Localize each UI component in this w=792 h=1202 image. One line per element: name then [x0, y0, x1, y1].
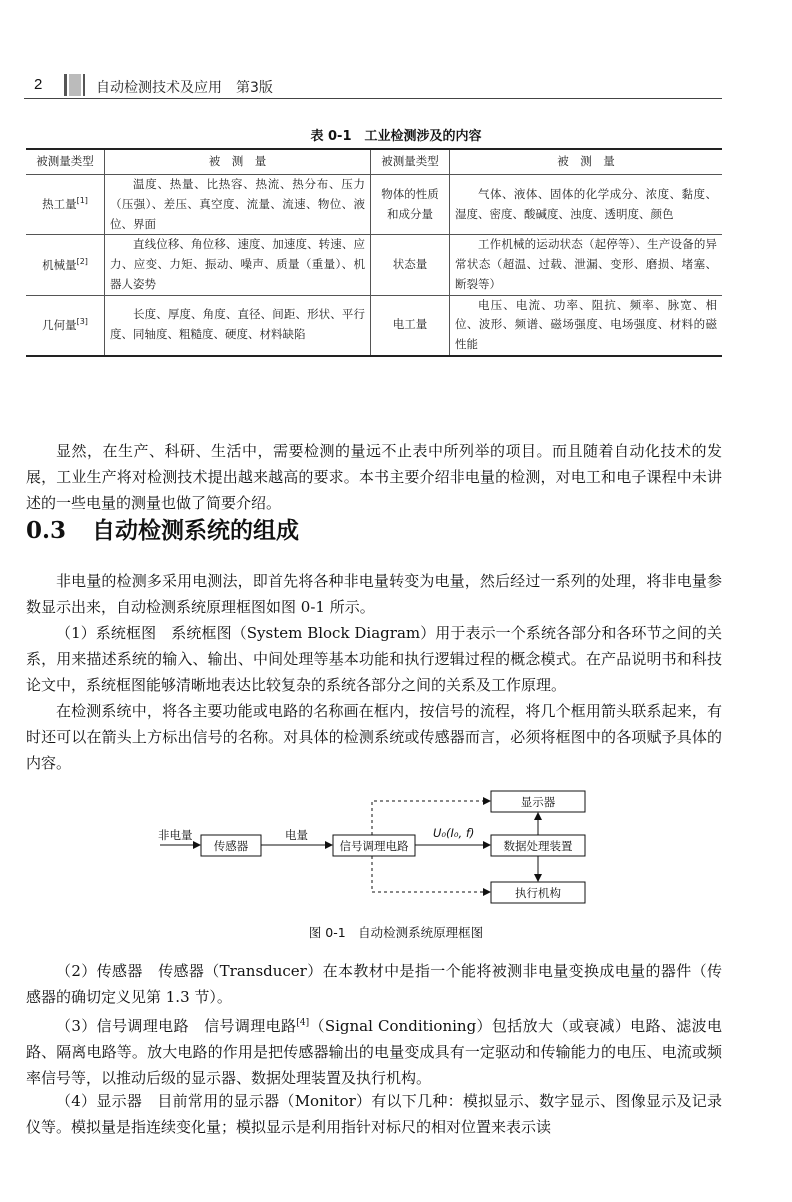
system-block-diagram [150, 785, 610, 917]
mid-signal-label: 电量 [285, 828, 308, 842]
table-cell-content: 温度、热量、比热容、热流、热分布、压力（压强）、差压、真空度、流量、流速、物位、液位、界面 [105, 175, 371, 235]
table-header-type-right: 被测量类型 [371, 149, 450, 175]
table-cell-content: 工作机械的运动状态（起停等）、生产设备的异常状态（超温、过载、泄漏、变形、磨损、堵塞、断裂等） [450, 235, 723, 295]
table-caption: 表 0-1 工业检测涉及的内容 [310, 129, 482, 144]
table-cell-type: 热工量[1] [26, 175, 105, 235]
header-divider-block [69, 74, 81, 96]
table-cell-type: 物体的性质和成分量 [371, 175, 450, 235]
page-number: 2 [34, 76, 43, 93]
table-header-row [26, 149, 722, 175]
citation-ref: [1] [76, 196, 88, 206]
table-cell-type: 状态量 [371, 235, 450, 295]
display-label: 显示器 [520, 795, 556, 809]
measurement-table [26, 148, 722, 357]
section-title-text: 自动检测系统的组成 [92, 517, 299, 544]
paragraph-system-block: （1）系统框图 系统框图（System Block Diagram）用于表示一个系统各部分和各环节之间的关系，用来描述系统的输入、输出、中间处理等基本功能和执行逻辑过程的概念模式。在产品说明书和科技论文中，系统框图能够清晰地表达比较复杂的系统各部分之间的关系及工作原理。 [26, 624, 722, 694]
header-divider-mark [64, 74, 67, 96]
header-divider-mark-right [83, 74, 85, 96]
table-cell-content: 电压、电流、功率、阻抗、频率、脉宽、相位、波形、频谱、磁场强度、电场强度、材料的磁性能 [450, 295, 723, 356]
actuator-label: 执行机构 [515, 886, 561, 900]
book-title: 自动检测技术及应用 第3版 [96, 80, 273, 96]
table-cell-type: 机械量[2] [26, 235, 105, 295]
processor-label: 数据处理装置 [503, 839, 573, 853]
paragraph-display: （4）显示器 目前常用的显示器（Monitor）有以下几种：模拟显示、数字显示、图像显示及记录仪等。模拟量是指连续变化量；模拟显示是利用指针对标尺的相对位置来表示读 [26, 1092, 722, 1136]
table-row [26, 235, 722, 295]
conditioning-label: 信号调理电路 [339, 839, 409, 853]
table-header-content-right: 被 测 量 [450, 149, 723, 175]
table-cell-type: 几何量[3] [26, 295, 105, 356]
citation-ref: [2] [76, 256, 88, 266]
output-signal-label: U₀(I₀, f) [433, 826, 475, 840]
paragraph-intro: 非电量的检测多采用电测法，即首先将各种非电量转变为电量，然后经过一系列的处理，将非电量参数显示出来，自动检测系统原理框图如图 0-1 所示。 [26, 572, 722, 616]
paragraph-sensor: （2）传感器 传感器（Transducer）在本教材中是指一个能将被测非电量变换成电量的器件（传感器的确切定义见第 1.3 节）。 [26, 962, 722, 1006]
table-cell-content: 气体、液体、固体的化学成分、浓度、黏度、湿度、密度、酸碱度、浊度、透明度、颜色 [450, 175, 723, 235]
dashed-to-actuator [372, 856, 490, 892]
table-row [26, 175, 722, 235]
section-number: 0.3 [26, 517, 67, 544]
input-label: 非电量 [158, 828, 193, 842]
paragraph-conditioning: （3）信号调理电路 信号调理电路[4]（Signal Conditioning）包括放大（或衰减）电路、滤波电路、隔离电路等。放大电路的作用是把传感器输出的电量变成具有一定驱动和传输能力的电压、电流或频率信号等，以推动后级的显示器、数据处理装置及执行机构。 [26, 1017, 722, 1087]
citation-ref: [4] [296, 1018, 310, 1028]
paragraph-block-diagram-usage: 在检测系统中，将各主要功能或电路的名称画在框内，按信号的流程，将几个框用箭头联系起来，有时还可以在箭头上方标出信号的名称。对具体的检测系统或传感器而言，必须将框图中的各项赋予具体的内容。 [26, 702, 722, 772]
table-header-type-left: 被测量类型 [26, 149, 105, 175]
citation-ref: [3] [76, 316, 88, 326]
paragraph-summary: 显然，在生产、科研、生活中，需要检测的量远不止表中所列举的项目。而且随着自动化技术的发展，工业生产将对检测技术提出越来越高的要求。本书主要介绍非电量的检测，对电工和电子课程中未讲述的一些电量的测量也做了简要介绍。 [26, 442, 722, 512]
table-header-content-left: 被 测 量 [105, 149, 371, 175]
table-cell-content: 直线位移、角位移、速度、加速度、转速、应力、应变、力矩、振动、噪声、质量（重量）、机器人姿势 [105, 235, 371, 295]
section-heading [26, 512, 299, 545]
sensor-label: 传感器 [213, 839, 249, 853]
table-cell-content: 长度、厚度、角度、直径、间距、形状、平行度、同轴度、粗糙度、硬度、材料缺陷 [105, 295, 371, 356]
table-row [26, 295, 722, 356]
figure-caption: 图 0-1 自动检测系统原理框图 [308, 925, 484, 940]
table-cell-type: 电工量 [371, 295, 450, 356]
running-header [24, 76, 722, 99]
